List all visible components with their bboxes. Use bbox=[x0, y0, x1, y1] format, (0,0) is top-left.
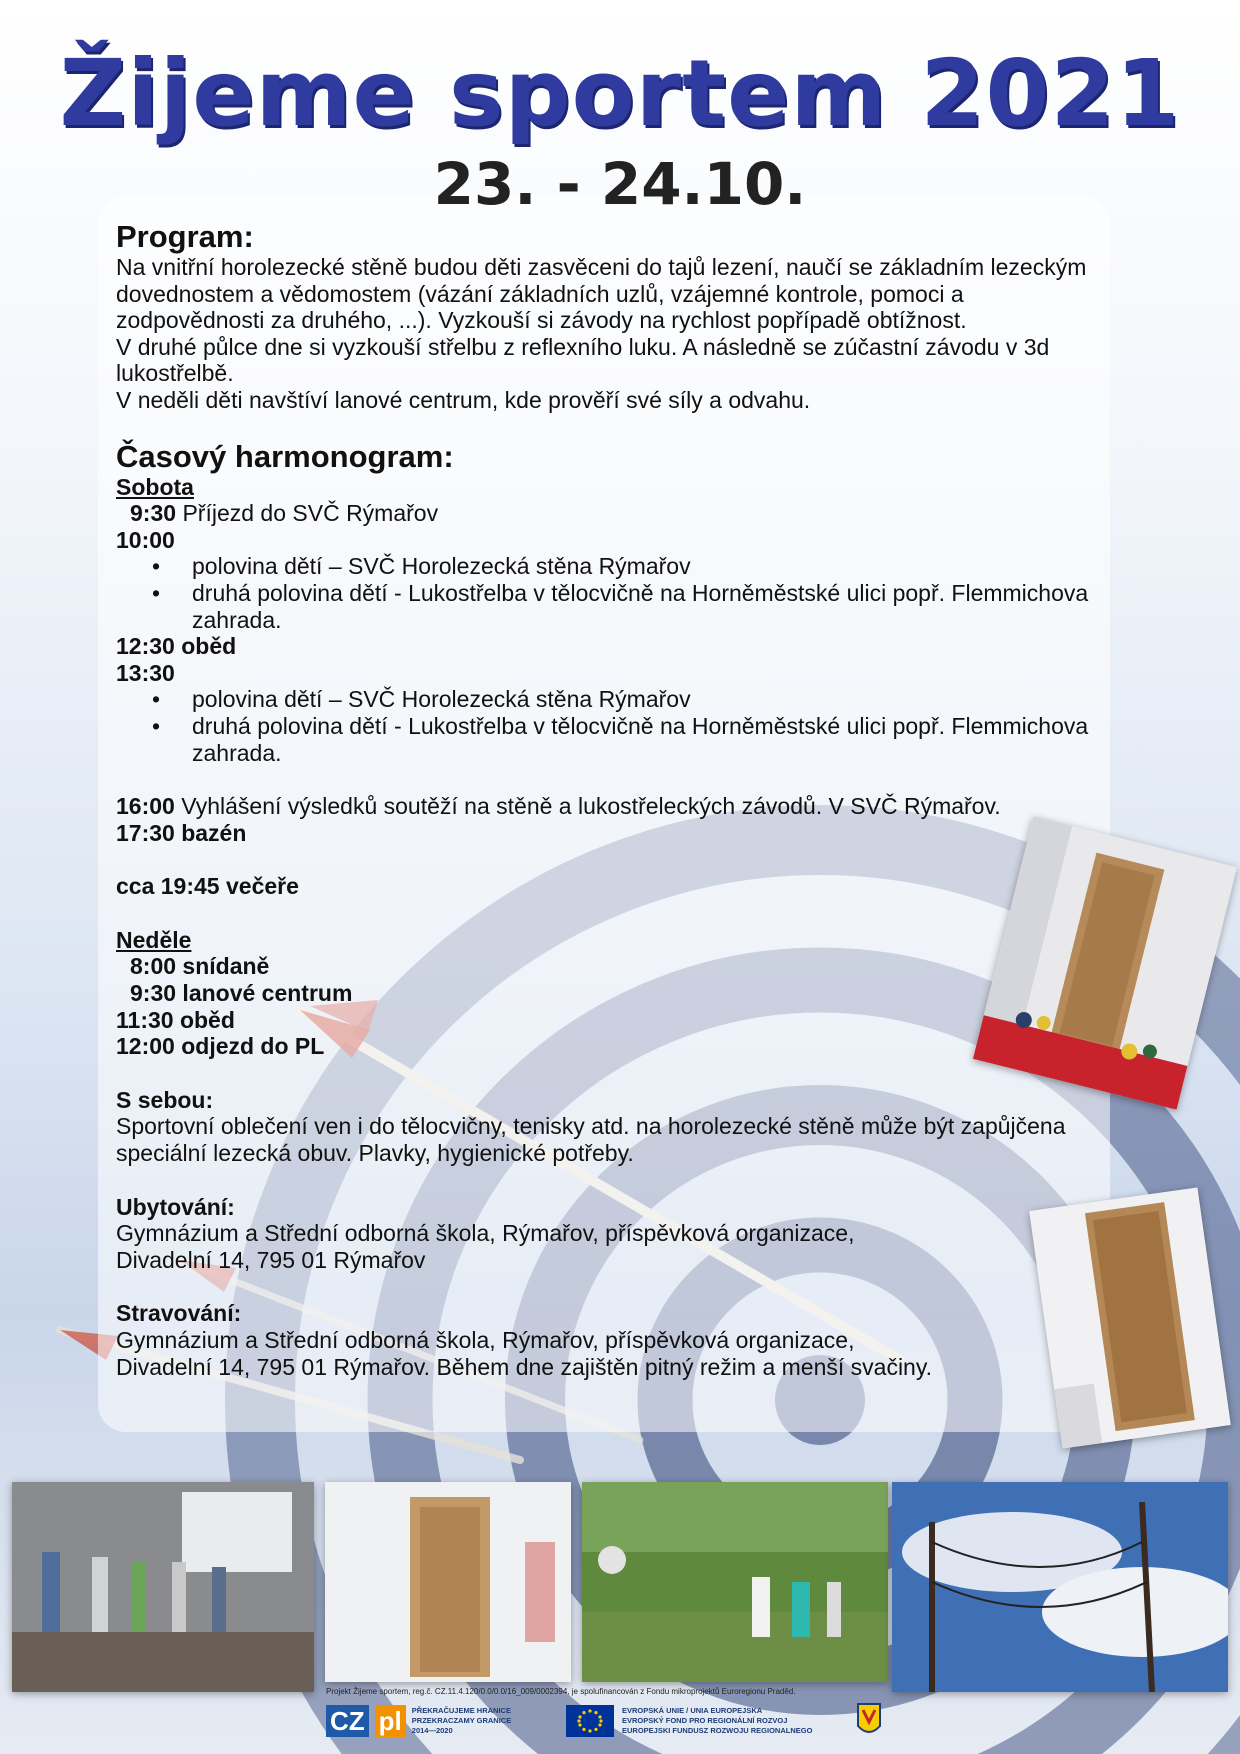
list-item: • druhá polovina dětí - Lukostřelba v tělocvičně na Horněměstské ulici popř. Flemmichova zahrada. bbox=[192, 580, 1116, 633]
time-label: 13:30 bbox=[116, 659, 175, 686]
bring-heading: S sebou: bbox=[116, 1086, 214, 1113]
accommodation-line: Divadelní 14, 795 01 Rýmařov bbox=[116, 1246, 426, 1273]
accommodation-heading: Ubytování: bbox=[116, 1193, 235, 1220]
archery-gym-photo bbox=[12, 1482, 314, 1692]
czpl-text-line: PŘEKRAČUJEME HRANICE bbox=[411, 1706, 511, 1715]
euroregion-emblem-icon bbox=[856, 1702, 882, 1740]
schedule-item-sunday-lunch: 11:30 oběd bbox=[116, 1006, 235, 1033]
accommodation-line: Gymnázium a Střední odborná škola, Rýmařov, příspěvková organizace, bbox=[116, 1220, 855, 1247]
schedule-item-ropes: 9:30 lanové centrum bbox=[130, 980, 353, 1007]
sunday-heading: Neděle bbox=[116, 926, 192, 953]
list-item: • polovina dětí – SVČ Horolezecká stěna Rýmařov bbox=[192, 686, 1116, 713]
project-funding-note: Projekt Žijeme sportem, reg.č. CZ.11.4.120/0.0/0.0/16_009/0002394, je spolufinancován z Fondu mikroprojektů Euroregionu Praděd. bbox=[326, 1687, 796, 1696]
catering-line: Divadelní 14, 795 01 Rýmařov. Během dne zajištěn pitný režim a menší svačiny. bbox=[116, 1353, 933, 1380]
schedule-item-pool: 17:30 bazén bbox=[116, 819, 247, 846]
time-label: 16:00 bbox=[116, 793, 175, 820]
schedule-item-breakfast: 8:00 snídaně bbox=[130, 953, 270, 980]
event-dates: 23. - 24.10. bbox=[433, 150, 807, 218]
schedule-item-arrival bbox=[116, 500, 1116, 527]
eu-logo-text bbox=[622, 1706, 812, 1736]
eu-text-line: EVROPSKÝ FOND PRO REGIONÁLNÍ ROZVOJ bbox=[622, 1716, 788, 1725]
eu-text-line: EVROPSKÁ UNIE / UNIA EUROPEJSKA bbox=[622, 1706, 763, 1715]
bring-text: Sportovní oblečení ven i do tělocvičny, tenisky atd. na horolezecké stěně může být zapůjčena speciální lezecká obuv. Plavky, hygienické potřeby. bbox=[116, 1113, 1066, 1167]
schedule-list-morning bbox=[116, 553, 1116, 633]
czpl-text-line: PRZEKRACZAMY GRANICE bbox=[411, 1716, 512, 1725]
schedule-item-departure: 12:00 odjezd do PL bbox=[116, 1033, 325, 1060]
list-item: • polovina dětí – SVČ Horolezecká stěna Rýmařov bbox=[192, 553, 1116, 580]
main-content bbox=[116, 220, 1116, 1380]
catering-line: Gymnázium a Střední odborná škola, Rýmařov, příspěvková organizace, bbox=[116, 1327, 855, 1353]
schedule-text: Příjezd do SVČ Rýmařov bbox=[182, 500, 439, 527]
program-paragraph-2: V druhé půlce dne si vyzkouší střelbu z reflexního luku. A následně se zúčastní závodu v 3d lukostřelbě. bbox=[116, 333, 1050, 387]
czpl-text-line: 2014—2020 bbox=[411, 1726, 453, 1735]
schedule-item-lunch: 12:30 oběd bbox=[116, 633, 237, 660]
outdoor-archery-photo bbox=[582, 1482, 888, 1682]
list-item: • druhá polovina dětí - Lukostřelba v tělocvičně na Horněměstské ulici popř. Flemmichova zahrada. bbox=[192, 713, 1116, 766]
schedule-heading: Časový harmonogram: bbox=[116, 438, 454, 474]
czpl-logo-text bbox=[412, 1706, 511, 1736]
schedule-text: Vyhlášení výsledků soutěží na stěně a lukostřeleckých závodů. V SVČ Rýmařov. bbox=[181, 793, 1001, 820]
program-paragraph-1: Na vnitřní horolezecké stěně budou děti zasvěceni do tajů lezení, naučí se základním lezeckým dovednostem a vědomostem (vázání základních uzlů, vzájemné kontrole, pomoci a zodpovědnosti za druhého, ...). Vyzkouší si závody na rychlost popřípadě obtížnost. bbox=[116, 254, 1087, 334]
time-label: 10:00 bbox=[116, 526, 175, 553]
schedule-item-results bbox=[116, 793, 1116, 820]
schedule-list-afternoon bbox=[116, 686, 1116, 766]
schedule-item-dinner: cca 19:45 večeře bbox=[116, 873, 299, 900]
czpl-logo-cz: CZ bbox=[326, 1705, 369, 1737]
page-title: Žijeme sportem 2021 bbox=[59, 40, 1181, 147]
climbing-wall-indoor-photo bbox=[325, 1482, 571, 1682]
eu-text-line: EUROPEJSKI FUNDUSZ ROZWOJU REGIONALNEGO bbox=[622, 1726, 813, 1735]
saturday-heading: Sobota bbox=[116, 473, 194, 500]
czpl-logo-pl: pl bbox=[375, 1705, 406, 1737]
program-paragraph-3: V neděli děti navštíví lanové centrum, kde prověří své síly a odvahu. bbox=[116, 386, 811, 413]
eu-logo bbox=[566, 1702, 812, 1740]
rope-course-photo bbox=[892, 1482, 1228, 1692]
program-heading: Program: bbox=[116, 219, 254, 254]
czpl-logo bbox=[326, 1702, 511, 1740]
catering-heading: Stravování: bbox=[116, 1300, 242, 1327]
time-label: 9:30 bbox=[130, 500, 177, 527]
eu-flag-icon bbox=[566, 1705, 614, 1737]
